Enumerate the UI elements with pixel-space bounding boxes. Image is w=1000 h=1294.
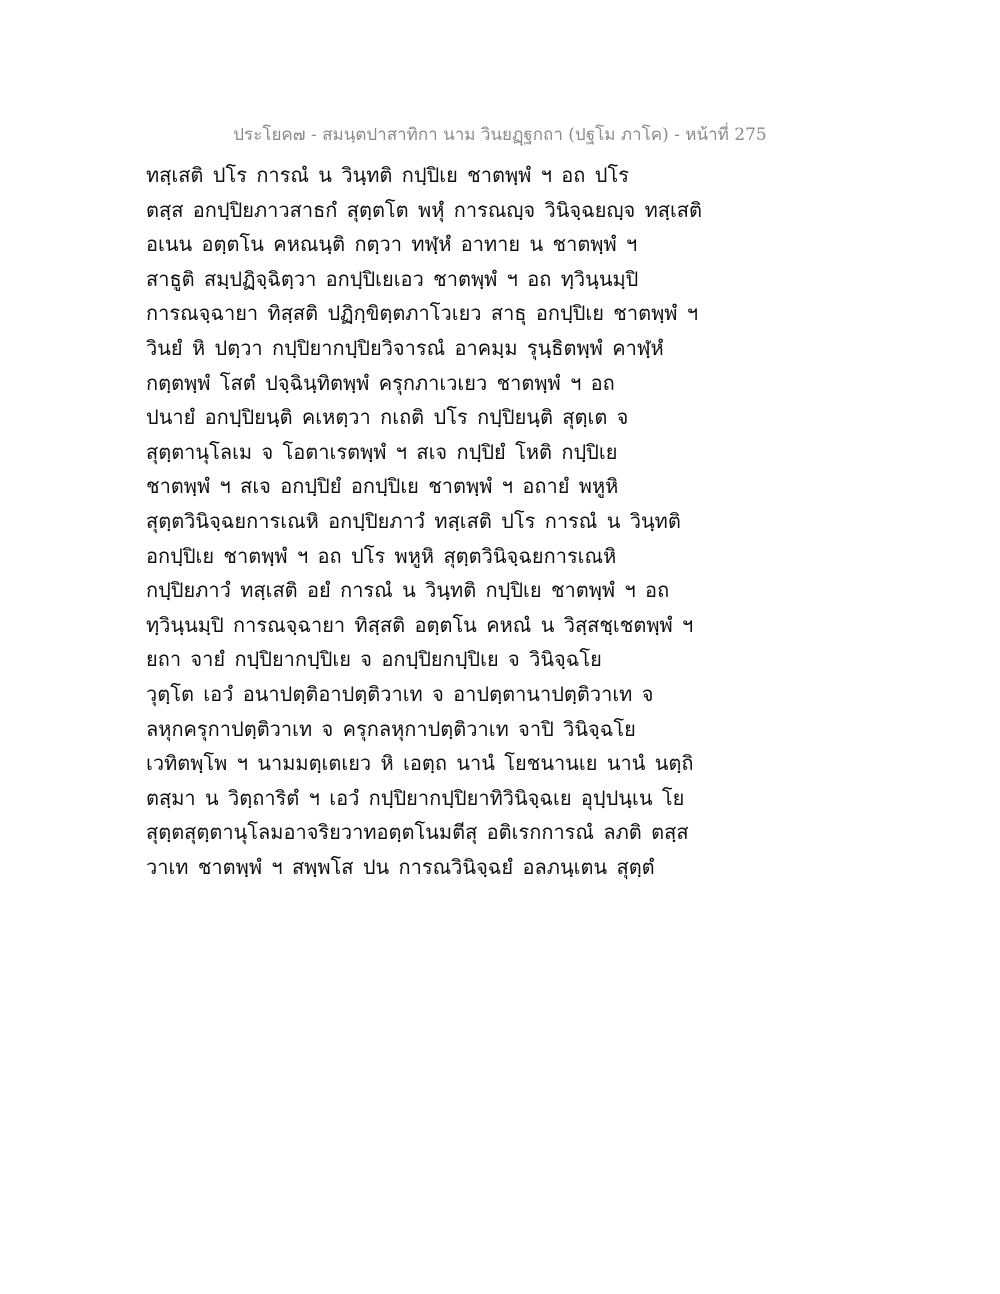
text-line: ตสฺมา น วิตฺถาริตํ ฯ เอวํ กปฺปิยากปฺปิยาทิวินิจฺฉเย อุปฺปนฺเน โย [146,785,685,810]
text-line: ยถา จายํ กปฺปิยากปฺปิเย จ อกปฺปิยกปฺปิเย จ วินิจฺฉโย [146,647,602,672]
text-line: เวทิตพฺโพ ฯ นามมตฺเตเยว หิ เอตฺถ นานํ โยชนานเย นานํ นตฺถิ [146,751,694,776]
text-line: สุตฺตสุตฺตานุโลมอาจริยวาทอตฺตโนมตีสุ อติเรกการณํ ลภติ ตสฺส [146,820,689,845]
text-line: วินยํ หิ ปตฺวา กปฺปิยากปฺปิยวิจารณํ อาคมฺม รุนฺธิตพฺพํ คาฬฺหํ [146,335,664,360]
text-line: สุตฺตานุโลเม จ โอตาเรตพฺพํ ฯ สเจ กปฺปิยํ โหติ กปฺปิเย [146,439,618,464]
text-line: วาเท ชาตพฺพํ ฯ สพฺพโส ปน การณวินิจฺฉยํ อลภนฺเตน สุตฺตํ [146,854,655,879]
text-line: ตสฺส อกปฺปิยภาวสาธกํ สุตฺตโต พหุํ การณญฺจ วินิจฺฉยญฺจ ทสฺเสติ [146,197,702,222]
text-line: สาธูติ สมฺปฏิจฺฉิตฺวา อกปฺปิเยเอว ชาตพฺพํ ฯ อถ ทฺวินฺนมฺปิ [146,266,639,291]
text-line: ทสฺเสติ ปโร การณํ น วินฺทติ กปฺปิเย ชาตพฺพํ ฯ อถ ปโร [146,163,629,187]
text-line: การณจฺฉายา ทิสฺสติ ปฏิกฺขิตฺตภาโวเยว สาธุ อกปฺปิเย ชาตพฺพํ ฯ [146,301,699,326]
text-line: ทฺวินฺนมฺปิ การณจฺฉายา ทิสฺสติ อตฺตโน คหณํ น วิสฺสชฺเชตพฺพํ ฯ [146,612,694,637]
page-header: ประโยค๗ - สมนฺตปาสาทิกา นาม วินยฏฺฐกถา (ปฐโม ภาโค) - หน้าที่ 275 [233,125,767,145]
text-line: ปนายํ อกปฺปิยนฺติ คเหตฺวา กเถติ ปโร กปฺปิยนฺติ สุตฺเต จ [146,405,629,430]
text-line: กปฺปิยภาวํ ทสฺเสติ อยํ การณํ น วินฺทติ กปฺปิเย ชาตพฺพํ ฯ อถ [146,578,670,603]
body-text [146,158,706,884]
text-line: ชาตพฺพํ ฯ สเจ อกปฺปิยํ อกปฺปิเย ชาตพฺพํ ฯ อถายํ พหูหิ [146,474,619,499]
text-line: อเนน อตฺตโน คหณนฺติ กตฺวา ทฬฺหํ อาทาย น ชาตพฺพํ ฯ [146,232,638,257]
text-line: สุตฺตวินิจฺฉยการเณหิ อกปฺปิยภาวํ ทสฺเสติ ปโร การณํ น วินฺทติ [146,508,681,533]
text-line: ลหุกครุกาปตฺติวาเท จ ครุกลหุกาปตฺติวาเท จาปิ วินิจฺฉโย [146,716,636,741]
text-line: กตฺตพฺพํ โสตํ ปจฺฉินฺทิตพฺพํ ครุกภาเวเยว ชาตพฺพํ ฯ อถ [146,370,615,395]
text-line: วุตฺโต เอวํ อนาปตฺติอาปตฺติวาเท จ อาปตฺตานาปตฺติวาเท จ [146,681,654,706]
text-line: อกปฺปิเย ชาตพฺพํ ฯ อถ ปโร พหูหิ สุตฺตวินิจฺฉยการเณหิ [146,543,617,568]
